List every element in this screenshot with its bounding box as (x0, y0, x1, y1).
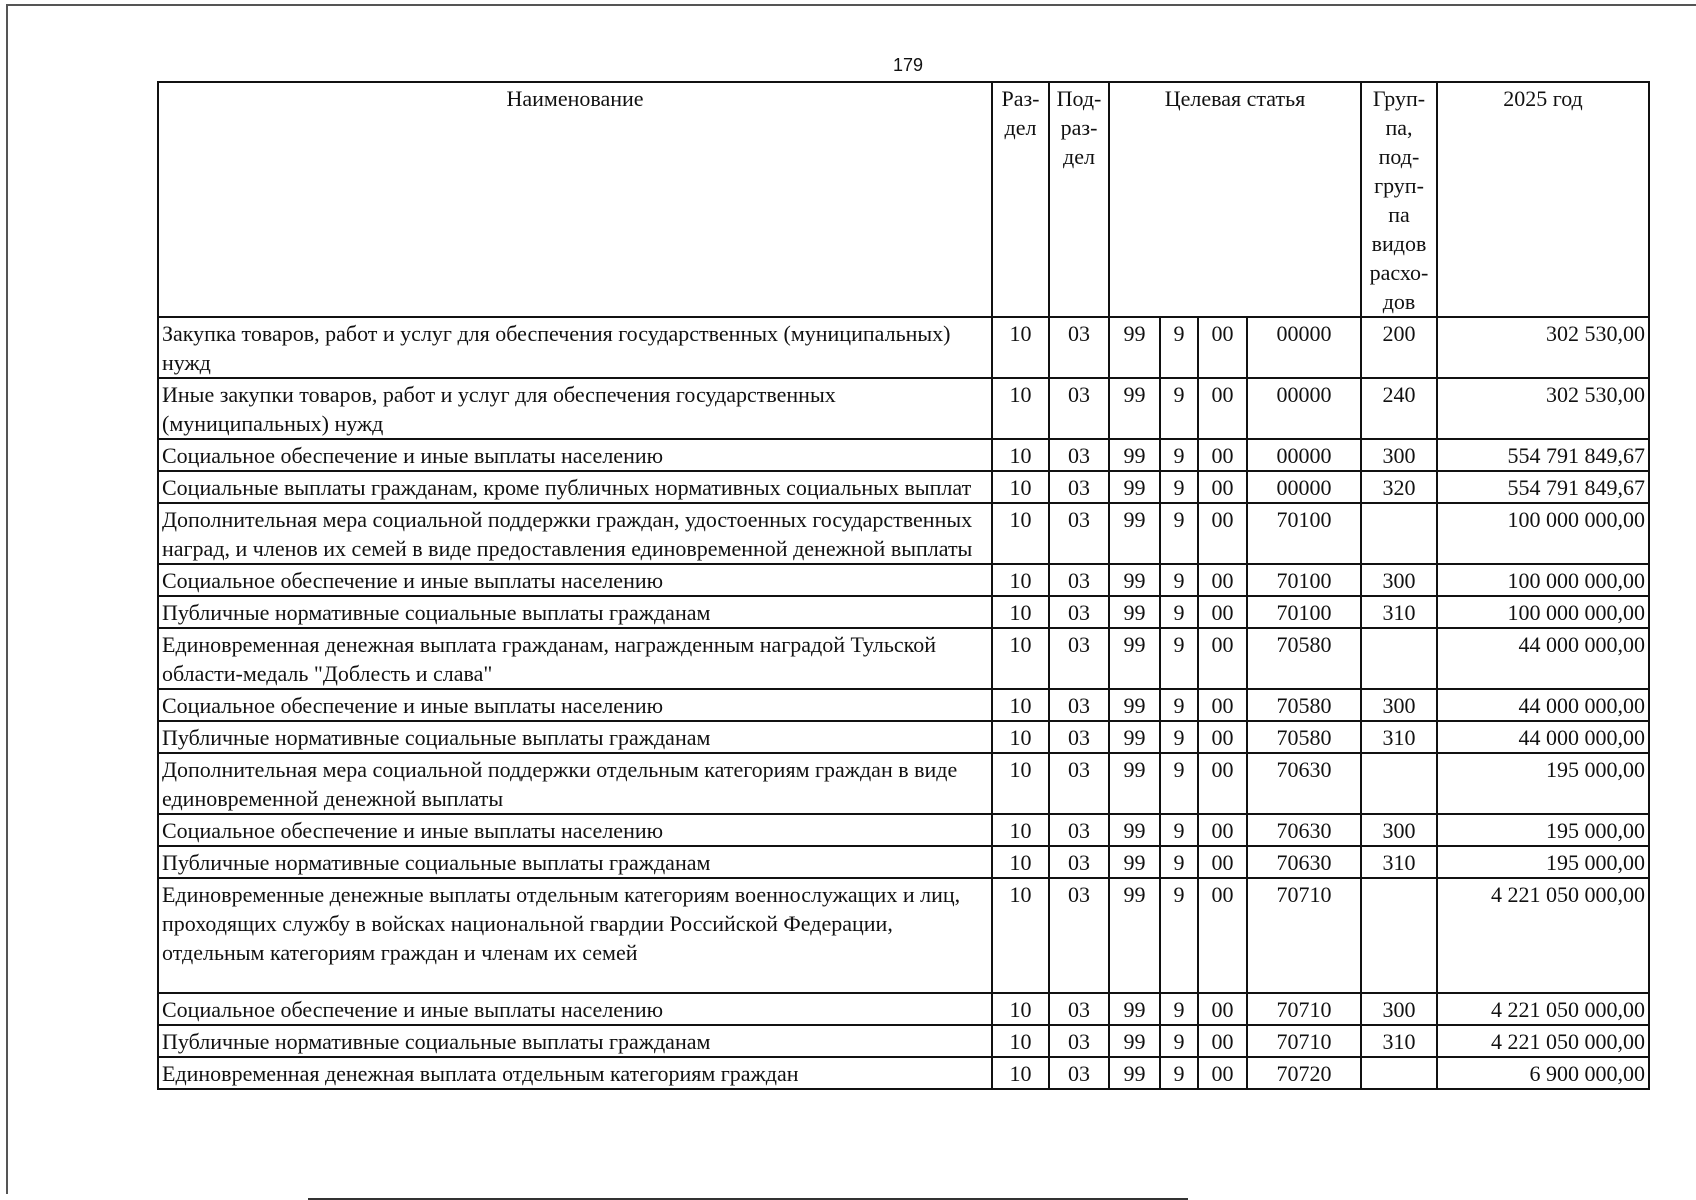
table-row (158, 878, 1649, 993)
cell-target-subprogram: 00 (1198, 439, 1247, 471)
cell-target-type: 9 (1160, 878, 1198, 993)
cell-subsection: 03 (1049, 471, 1109, 503)
cell-target-type: 9 (1160, 1025, 1198, 1057)
header-expense-group: Груп-па, под-груп-па видов расхо-дов (1361, 82, 1437, 317)
table-row (158, 378, 1649, 439)
cell-target-subprogram: 00 (1198, 564, 1247, 596)
cell-target-type: 9 (1160, 503, 1198, 564)
cell-section: 10 (992, 628, 1049, 689)
cell-subsection: 03 (1049, 1057, 1109, 1089)
cell-amount: 44 000 000,00 (1437, 721, 1649, 753)
cell-subsection: 03 (1049, 628, 1109, 689)
table-row (158, 1057, 1649, 1089)
cell-section: 10 (992, 378, 1049, 439)
cell-name: Социальное обеспечение и иные выплаты населению (158, 564, 992, 596)
cell-expense-group (1361, 503, 1437, 564)
cell-subsection: 03 (1049, 1025, 1109, 1057)
cell-name: Публичные нормативные социальные выплаты гражданам (158, 721, 992, 753)
cell-target-type: 9 (1160, 628, 1198, 689)
cell-section: 10 (992, 846, 1049, 878)
cell-amount: 4 221 050 000,00 (1437, 878, 1649, 993)
cell-subsection: 03 (1049, 378, 1109, 439)
cell-amount: 44 000 000,00 (1437, 689, 1649, 721)
table-row (158, 628, 1649, 689)
cell-section: 10 (992, 993, 1049, 1025)
cell-target-program: 99 (1109, 993, 1160, 1025)
cell-section: 10 (992, 439, 1049, 471)
cell-target-type: 9 (1160, 689, 1198, 721)
cell-expense-group (1361, 1057, 1437, 1089)
cell-expense-group: 300 (1361, 814, 1437, 846)
cell-target-program: 99 (1109, 471, 1160, 503)
cell-name: Социальное обеспечение и иные выплаты населению (158, 439, 992, 471)
cell-amount: 100 000 000,00 (1437, 564, 1649, 596)
cell-expense-group: 310 (1361, 846, 1437, 878)
cell-section: 10 (992, 317, 1049, 378)
cell-target-subprogram: 00 (1198, 721, 1247, 753)
cell-section: 10 (992, 814, 1049, 846)
cell-subsection: 03 (1049, 993, 1109, 1025)
cell-section: 10 (992, 503, 1049, 564)
cell-amount: 100 000 000,00 (1437, 503, 1649, 564)
cell-target-program: 99 (1109, 721, 1160, 753)
cell-name: Закупка товаров, работ и услуг для обеспечения государственных (муниципальных) нужд (158, 317, 992, 378)
cell-target-type: 9 (1160, 721, 1198, 753)
cell-subsection: 03 (1049, 721, 1109, 753)
table-row (158, 471, 1649, 503)
cell-subsection: 03 (1049, 596, 1109, 628)
table-row (158, 993, 1649, 1025)
cell-section: 10 (992, 1025, 1049, 1057)
cell-section: 10 (992, 753, 1049, 814)
cell-target-direction: 70100 (1247, 564, 1361, 596)
cell-target-program: 99 (1109, 689, 1160, 721)
cell-target-subprogram: 00 (1198, 378, 1247, 439)
cell-target-direction: 70580 (1247, 628, 1361, 689)
cell-target-direction: 70710 (1247, 1025, 1361, 1057)
cell-expense-group (1361, 753, 1437, 814)
cell-target-direction: 70630 (1247, 846, 1361, 878)
table-body (158, 317, 1649, 1089)
cell-target-program: 99 (1109, 846, 1160, 878)
cell-name: Социальное обеспечение и иные выплаты населению (158, 689, 992, 721)
cell-target-program: 99 (1109, 503, 1160, 564)
cell-amount: 44 000 000,00 (1437, 628, 1649, 689)
cell-target-program: 99 (1109, 814, 1160, 846)
cell-name: Иные закупки товаров, работ и услуг для обеспечения государственных (муниципальных) нужд (158, 378, 992, 439)
cell-target-direction: 70710 (1247, 878, 1361, 993)
cell-target-program: 99 (1109, 753, 1160, 814)
header-year: 2025 год (1437, 82, 1649, 317)
cell-target-program: 99 (1109, 317, 1160, 378)
cell-target-program: 99 (1109, 439, 1160, 471)
cell-target-subprogram: 00 (1198, 596, 1247, 628)
cell-section: 10 (992, 471, 1049, 503)
header-target-article: Целевая статья (1109, 82, 1361, 317)
cell-section: 10 (992, 721, 1049, 753)
cell-subsection: 03 (1049, 846, 1109, 878)
page-number: 179 (892, 55, 924, 75)
header-section: Раз-дел (992, 82, 1049, 317)
cell-target-direction: 70630 (1247, 814, 1361, 846)
cell-name: Социальные выплаты гражданам, кроме публичных нормативных социальных выплат (158, 471, 992, 503)
cell-target-direction: 70630 (1247, 753, 1361, 814)
cell-subsection: 03 (1049, 564, 1109, 596)
cell-name: Единовременная денежная выплата отдельным категориям граждан (158, 1057, 992, 1089)
cell-target-direction: 70710 (1247, 993, 1361, 1025)
cell-expense-group: 300 (1361, 993, 1437, 1025)
cell-expense-group: 200 (1361, 317, 1437, 378)
cell-target-type: 9 (1160, 439, 1198, 471)
cell-target-direction: 70580 (1247, 721, 1361, 753)
cell-target-subprogram: 00 (1198, 1057, 1247, 1089)
cell-amount: 302 530,00 (1437, 378, 1649, 439)
cell-expense-group (1361, 878, 1437, 993)
cell-subsection: 03 (1049, 753, 1109, 814)
cell-target-subprogram: 00 (1198, 753, 1247, 814)
cell-amount: 4 221 050 000,00 (1437, 993, 1649, 1025)
cell-target-program: 99 (1109, 564, 1160, 596)
cell-name: Публичные нормативные социальные выплаты гражданам (158, 596, 992, 628)
cell-target-subprogram: 00 (1198, 689, 1247, 721)
table-row (158, 753, 1649, 814)
cell-target-program: 99 (1109, 1025, 1160, 1057)
cell-target-type: 9 (1160, 753, 1198, 814)
cell-target-subprogram: 00 (1198, 993, 1247, 1025)
cell-section: 10 (992, 564, 1049, 596)
cell-name: Социальное обеспечение и иные выплаты населению (158, 814, 992, 846)
table-row (158, 814, 1649, 846)
table-row (158, 317, 1649, 378)
cell-target-direction: 00000 (1247, 471, 1361, 503)
cell-expense-group: 240 (1361, 378, 1437, 439)
cell-name: Публичные нормативные социальные выплаты гражданам (158, 846, 992, 878)
table-row (158, 564, 1649, 596)
cell-target-program: 99 (1109, 628, 1160, 689)
cell-amount: 302 530,00 (1437, 317, 1649, 378)
cell-target-type: 9 (1160, 1057, 1198, 1089)
cell-target-program: 99 (1109, 596, 1160, 628)
cell-target-direction: 70100 (1247, 596, 1361, 628)
cell-target-type: 9 (1160, 378, 1198, 439)
cell-name: Единовременные денежные выплаты отдельным категориям военнослужащих и лиц, проходящих службу в войсках национальной гвардии Российской Федерации, отдельным категориям граждан и членам их семей (158, 878, 992, 993)
cell-expense-group (1361, 628, 1437, 689)
cell-target-direction: 70100 (1247, 503, 1361, 564)
cell-expense-group: 300 (1361, 564, 1437, 596)
cell-expense-group: 300 (1361, 689, 1437, 721)
cell-target-program: 99 (1109, 1057, 1160, 1089)
cell-target-program: 99 (1109, 878, 1160, 993)
cell-target-subprogram: 00 (1198, 814, 1247, 846)
cell-target-subprogram: 00 (1198, 878, 1247, 993)
cell-amount: 6 900 000,00 (1437, 1057, 1649, 1089)
header-name: Наименование (158, 82, 992, 317)
cell-expense-group: 310 (1361, 596, 1437, 628)
cell-subsection: 03 (1049, 439, 1109, 471)
cell-section: 10 (992, 596, 1049, 628)
cell-name: Дополнительная мера социальной поддержки отдельным категориям граждан в виде единовременной денежной выплаты (158, 753, 992, 814)
cell-name: Социальное обеспечение и иные выплаты населению (158, 993, 992, 1025)
cell-target-subprogram: 00 (1198, 471, 1247, 503)
cell-target-subprogram: 00 (1198, 503, 1247, 564)
cell-amount: 554 791 849,67 (1437, 471, 1649, 503)
cell-section: 10 (992, 689, 1049, 721)
cell-target-direction: 70580 (1247, 689, 1361, 721)
table-row (158, 439, 1649, 471)
cell-name: Единовременная денежная выплата гражданам, награжденным наградой Тульской области-медаль "Доблесть и слава" (158, 628, 992, 689)
cell-amount: 100 000 000,00 (1437, 596, 1649, 628)
cell-target-direction: 00000 (1247, 439, 1361, 471)
cell-target-direction: 00000 (1247, 317, 1361, 378)
cell-amount: 195 000,00 (1437, 814, 1649, 846)
cell-subsection: 03 (1049, 317, 1109, 378)
cell-expense-group: 310 (1361, 721, 1437, 753)
scan-border-top (6, 4, 1696, 6)
cell-subsection: 03 (1049, 503, 1109, 564)
cell-target-subprogram: 00 (1198, 1025, 1247, 1057)
table-header-row (158, 82, 1649, 317)
table-row (158, 1025, 1649, 1057)
cell-expense-group: 300 (1361, 439, 1437, 471)
scan-border-left (6, 4, 8, 1194)
cell-name: Дополнительная мера социальной поддержки граждан, удостоенных государственных наград, и членов их семей в виде предоставления единовременной денежной выплаты (158, 503, 992, 564)
table-row (158, 721, 1649, 753)
cell-target-direction: 00000 (1247, 378, 1361, 439)
budget-table (157, 81, 1650, 1090)
cell-subsection: 03 (1049, 878, 1109, 993)
cell-section: 10 (992, 1057, 1049, 1089)
cell-name: Публичные нормативные социальные выплаты гражданам (158, 1025, 992, 1057)
cell-target-subprogram: 00 (1198, 317, 1247, 378)
header-subsection: Под-раз-дел (1049, 82, 1109, 317)
cell-expense-group: 320 (1361, 471, 1437, 503)
cell-amount: 195 000,00 (1437, 753, 1649, 814)
cell-target-type: 9 (1160, 596, 1198, 628)
cell-subsection: 03 (1049, 814, 1109, 846)
cell-subsection: 03 (1049, 689, 1109, 721)
cell-target-type: 9 (1160, 993, 1198, 1025)
cell-target-type: 9 (1160, 846, 1198, 878)
cell-target-program: 99 (1109, 378, 1160, 439)
cell-amount: 195 000,00 (1437, 846, 1649, 878)
cell-target-subprogram: 00 (1198, 846, 1247, 878)
cell-target-direction: 70720 (1247, 1057, 1361, 1089)
cell-target-type: 9 (1160, 317, 1198, 378)
table-row (158, 846, 1649, 878)
cell-amount: 4 221 050 000,00 (1437, 1025, 1649, 1057)
cell-target-type: 9 (1160, 471, 1198, 503)
cell-target-subprogram: 00 (1198, 628, 1247, 689)
cell-amount: 554 791 849,67 (1437, 439, 1649, 471)
cell-target-type: 9 (1160, 814, 1198, 846)
cell-expense-group: 310 (1361, 1025, 1437, 1057)
table-row (158, 596, 1649, 628)
table-row (158, 689, 1649, 721)
table-row (158, 503, 1649, 564)
cell-target-type: 9 (1160, 564, 1198, 596)
cell-section: 10 (992, 878, 1049, 993)
